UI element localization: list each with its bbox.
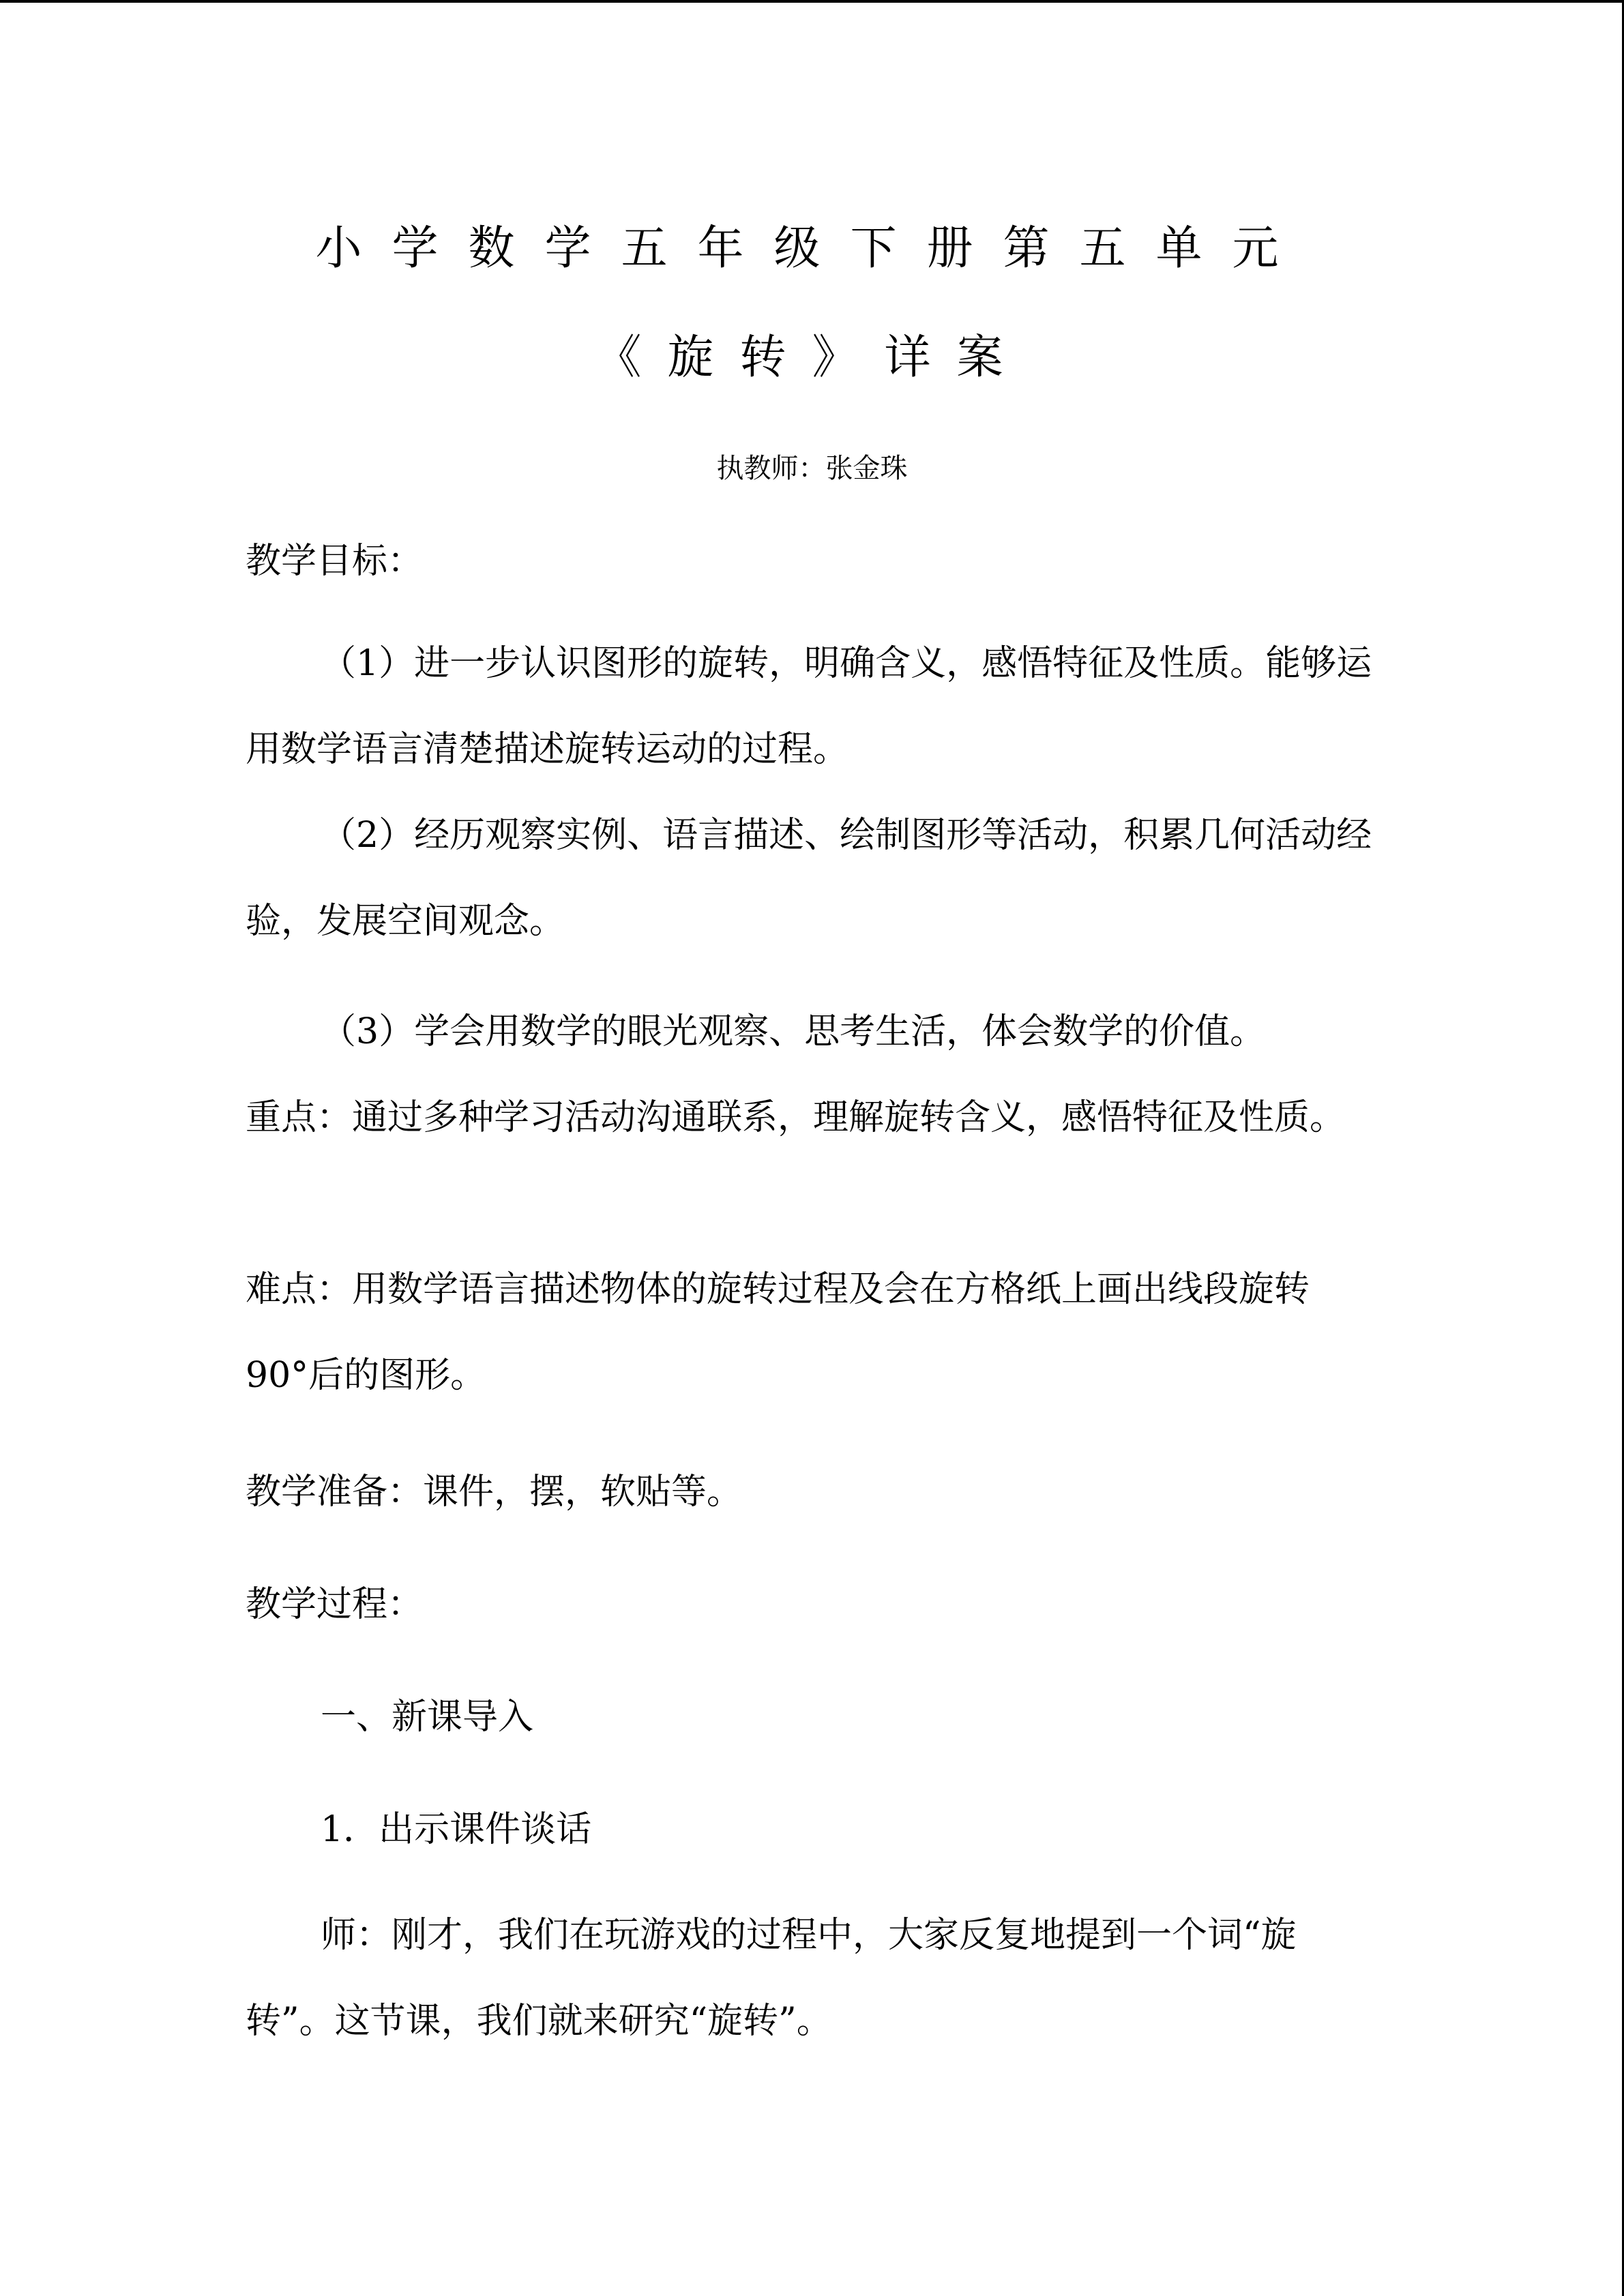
section-heading-intro: 一、新课导入: [321, 1697, 534, 1738]
document-title-line-1: 小学数学五年级下册第五单元: [315, 222, 1309, 275]
page-top-border: [0, 0, 1624, 3]
process-heading: 教学过程：: [246, 1584, 424, 1625]
step-heading-1: 1．出示课件谈话: [321, 1809, 592, 1850]
objective-item-1: （1）进一步认识图形的旋转，明确含义，感悟特征及性质。能够运用数学语言清楚描述旋转运动的过程。: [246, 643, 1372, 770]
teaching-preparation: 教学准备：课件，摆，软贴等。: [246, 1472, 743, 1512]
objectives-heading: 教学目标：: [246, 541, 424, 582]
objective-item-3: （3）学会用数学的眼光观察、思考生活，体会数学的价值。: [321, 1011, 1266, 1052]
objective-item-2: （2）经历观察实例、语言描述、绘制图形等活动，积累几何活动经验，发展空间观念。: [246, 815, 1372, 942]
difficulty-point: 难点：用数学语言描述物体的旋转过程及会在方格纸上画出线段旋转 90°后的图形。: [246, 1269, 1310, 1396]
teacher-dialogue: 师：刚才，我们在玩游戏的过程中，大家反复地提到一个词“旋转”。这节课，我们就来研究“旋转”。: [246, 1915, 1297, 2042]
document-title-line-2: 《旋转》详案: [595, 331, 1029, 385]
teacher-name: 执教师：张金珠: [716, 453, 908, 484]
key-point: 重点：通过多种学习活动沟通联系，理解旋转含义，感悟特征及性质。: [246, 1097, 1346, 1138]
